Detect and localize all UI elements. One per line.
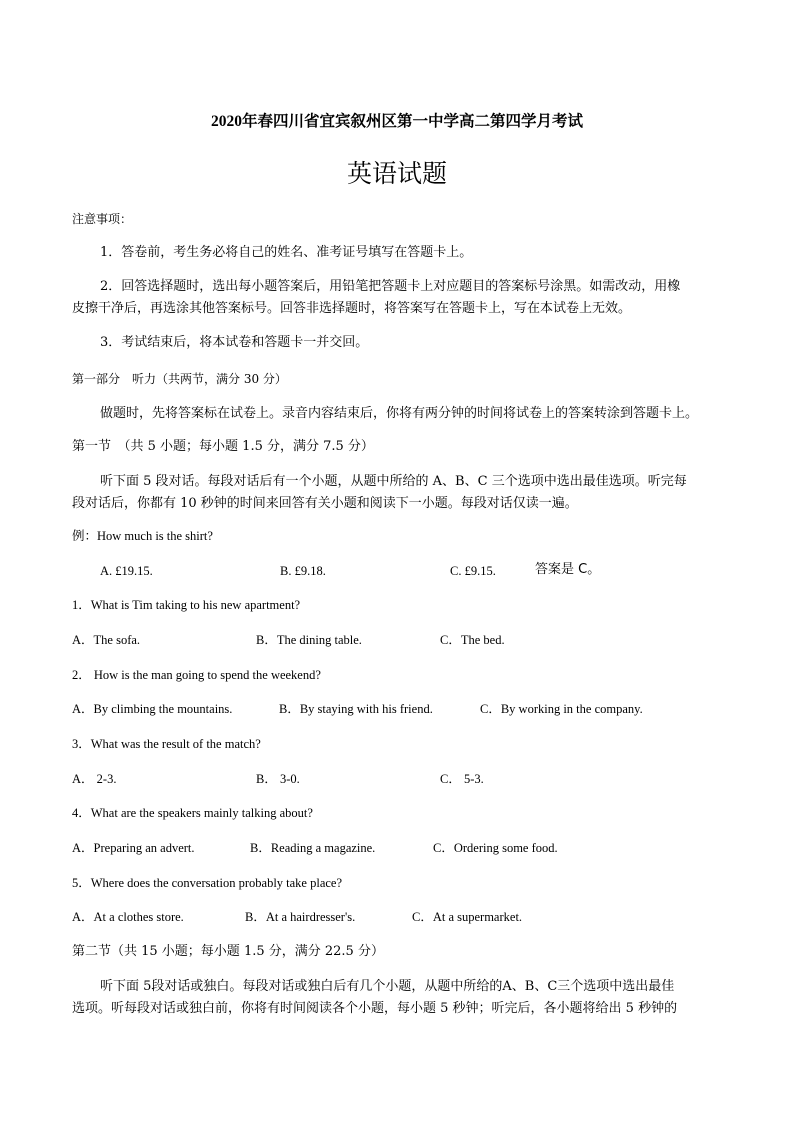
question-5-option-c: C．At a supermarket.: [412, 910, 523, 924]
example-question: 例：How much is the shirt?: [72, 529, 213, 543]
subject-title: 英语试题: [346, 159, 447, 188]
question-4-option-b: B．Reading a magazine.: [250, 841, 376, 855]
question-5-option-a: A．At a clothes store.: [72, 910, 184, 924]
example-option-c: C. £9.15.: [450, 564, 496, 578]
example-option-a: A. £19.15.: [100, 564, 153, 578]
question-5-option-b: B．At a hairdresser's.: [245, 910, 356, 924]
notes-item-2-line-2: 皮擦干净后，再选涂其他答案标号。回答非选择题时，将答案写在答题卡上，写在本试卷上无效。: [72, 301, 632, 316]
question-3-option-c: C． 5-3.: [440, 772, 484, 786]
question-3-option-b: B． 3-0.: [256, 772, 300, 786]
example-option-b: B. £9.18.: [280, 564, 326, 578]
question-5: 5．Where does the conversation probably take place?: [72, 876, 343, 890]
part1-heading: 第一部分 听力（共两节，满分 30 分）: [72, 372, 287, 386]
question-1-option-a: A．The sofa.: [72, 633, 141, 647]
section1-instruction-line-2: 段对话后，你都有 10 秒钟的时间来回答有关小题和阅读下一小题。每段对话仅读一遍。: [72, 496, 578, 511]
notes-item-1: 1．答卷前，考生务必将自己的姓名、准考证号填写在答题卡上。: [100, 245, 473, 260]
question-2-option-a: A．By climbing the mountains.: [72, 702, 233, 716]
question-1: 1．What is Tim taking to his new apartment?: [72, 598, 301, 612]
question-1-option-c: C．The bed.: [440, 633, 505, 647]
question-2-option-c: C．By working in the company.: [480, 702, 643, 716]
question-4-option-a: A．Preparing an advert.: [72, 841, 195, 855]
section1-instruction-line-1: 听下面 5 段对话。每段对话后有一个小题，从题中所给的 A、B、C 三个选项中选出最佳选项。听完每: [100, 474, 687, 489]
notes-heading: 注意事项：: [72, 212, 133, 226]
notes-item-2-line-1: 2．回答选择题时，选出每小题答案后，用铅笔把答题卡上对应题目的答案标号涂黑。如需改动，用橡: [100, 279, 681, 294]
section2-heading: 第二节（共 15 小题；每小题 1.5 分，满分 22.5 分）: [72, 944, 384, 959]
section2-instruction-line-1: 听下面 5段对话或独白。每段对话或独白后有几个小题，从题中所给的A、B、C三个选项中选出最佳: [100, 979, 675, 994]
example-answer: 答案是 C。: [535, 562, 601, 577]
question-2: 2． How is the man going to spend the weekend?: [72, 668, 321, 682]
question-3: 3．What was the result of the match?: [72, 737, 261, 751]
question-3-option-a: A． 2-3.: [72, 772, 117, 786]
question-1-option-b: B．The dining table.: [256, 633, 362, 647]
question-4: 4．What are the speakers mainly talking about?: [72, 806, 313, 820]
notes-item-3: 3．考试结束后，将本试卷和答题卡一并交回。: [100, 335, 369, 350]
question-4-option-c: C．Ordering some food.: [433, 841, 558, 855]
part1-instruction: 做题时，先将答案标在试卷上。录音内容结束后，你将有两分钟的时间将试卷上的答案转涂到答题卡上。: [100, 406, 699, 421]
section2-instruction-line-2: 选项。听每段对话或独白前，你将有时间阅读各个小题，每小题 5 秒钟；听完后，各小题将给出 5 秒钟的: [72, 1001, 678, 1016]
question-2-option-b: B．By staying with his friend.: [279, 702, 433, 716]
exam-title: 2020年春四川省宜宾叙州区第一中学高二第四学月考试: [210, 113, 583, 130]
section1-heading: 第一节 （共 5 小题；每小题 1.5 分，满分 7.5 分）: [72, 439, 374, 454]
